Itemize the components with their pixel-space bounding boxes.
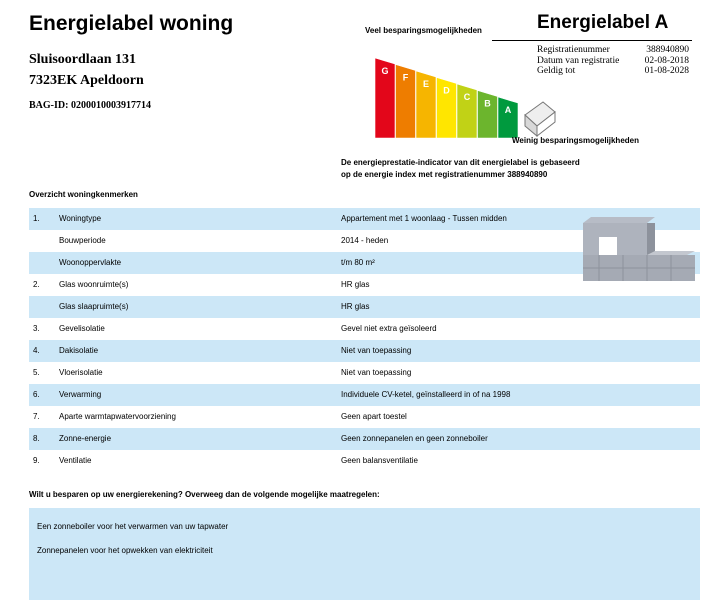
- scale-step-a: [498, 97, 518, 138]
- row-value: Appartement met 1 woonlaag - Tussen midden: [341, 214, 507, 223]
- measures-title: Wilt u besparen op uw energierekening? Overweeg dan de volgende mogelijke maatregelen:: [29, 490, 380, 499]
- row-number: 4.: [33, 346, 40, 355]
- scale-step-label: C: [463, 92, 471, 102]
- registration-value: 01-08-2028: [644, 66, 689, 76]
- row-number: 8.: [33, 434, 40, 443]
- energy-label-title: Energielabel A: [537, 12, 669, 33]
- address-street: Sluisoordlaan 131: [29, 52, 136, 67]
- row-label: Glas slaapruimte(s): [59, 302, 129, 311]
- scale-top-caption: Veel besparingsmogelijkheden: [365, 26, 482, 35]
- table-row: [29, 384, 700, 406]
- table-row: [29, 450, 700, 472]
- divider: [492, 40, 692, 41]
- row-value: Individuele CV-ketel, geïnstalleerd in of na 1998: [341, 390, 511, 399]
- row-label: Dakisolatie: [59, 346, 99, 355]
- row-label: Woonoppervlakte: [59, 258, 122, 267]
- row-value: Geen balansventilatie: [341, 456, 418, 465]
- address-postcode-city: 7323EK Apeldoorn: [29, 73, 144, 88]
- registration-key: Datum van registratie: [537, 55, 620, 66]
- registration-row: [537, 45, 689, 56]
- registration-row: [537, 66, 689, 77]
- registration-row: [537, 56, 689, 67]
- registration-value: 388940890: [646, 45, 689, 55]
- row-label: Bouwperiode: [59, 236, 106, 245]
- registration-table: [537, 45, 689, 77]
- overview-title: Overzicht woningkenmerken: [29, 190, 138, 199]
- page-title: Energielabel woning: [29, 12, 234, 35]
- measures-box: [29, 508, 700, 600]
- table-row: [29, 340, 700, 362]
- scale-step-label: B: [484, 98, 491, 109]
- row-number: 2.: [33, 280, 40, 289]
- row-number: 9.: [33, 456, 40, 465]
- energy-scale: [365, 40, 565, 140]
- row-label: Vloerisolatie: [59, 368, 103, 377]
- row-value: Gevel niet extra geïsoleerd: [341, 324, 437, 333]
- table-row: [29, 406, 700, 428]
- row-value: 2014 - heden: [341, 236, 389, 245]
- house-icon: [525, 102, 555, 136]
- table-row: [29, 296, 700, 318]
- row-number: 3.: [33, 324, 40, 333]
- table-row: [29, 428, 700, 450]
- row-label: Gevelisolatie: [59, 324, 105, 333]
- scale-step-label: E: [422, 79, 430, 89]
- row-value: Geen zonnepanelen en geen zonneboiler: [341, 434, 488, 443]
- row-label: Verwarming: [59, 390, 102, 399]
- measure-item: Zonnepanelen voor het opwekken van elektriciteit: [37, 546, 213, 555]
- row-value: t/m 80 m²: [341, 258, 375, 267]
- row-value: Niet van toepassing: [341, 346, 412, 355]
- registration-value: 02-08-2018: [644, 55, 689, 66]
- scale-step-label: F: [402, 72, 409, 83]
- row-number: 6.: [33, 390, 40, 399]
- row-label: Zonne-energie: [59, 434, 112, 443]
- indicator-line: op de energie index met registratienummer 388940890: [341, 170, 548, 179]
- row-number: 5.: [33, 368, 40, 377]
- row-label: Woningtype: [59, 214, 102, 223]
- measure-item: Een zonneboiler voor het verwarmen van uw tapwater: [37, 522, 229, 531]
- row-number: 7.: [33, 412, 40, 421]
- scale-step-label: D: [443, 85, 450, 96]
- row-label: Aparte warmtapwatervoorziening: [59, 412, 176, 421]
- row-number: 1.: [33, 214, 40, 223]
- indicator-line: De energieprestatie-indicator van dit energielabel is gebaseerd: [341, 158, 580, 167]
- row-value: HR glas: [341, 280, 370, 289]
- scale-step-label: G: [381, 66, 389, 76]
- row-value: Geen apart toestel: [341, 412, 407, 421]
- row-label: Ventilatie: [59, 456, 92, 465]
- bag-id: BAG-ID: 0200010003917714: [29, 100, 151, 111]
- apartment-illustration: [583, 213, 695, 283]
- registration-key: Registratienummer: [537, 45, 610, 55]
- indicator-note: [341, 157, 641, 181]
- table-row: [29, 362, 700, 384]
- scale-bottom-caption: Weinig besparingsmogelijkheden: [512, 136, 639, 145]
- registration-key: Geldig tot: [537, 66, 576, 76]
- row-value: HR glas: [341, 302, 370, 311]
- row-label: Glas woonruimte(s): [59, 280, 129, 289]
- row-value: Niet van toepassing: [341, 368, 412, 377]
- table-row: [29, 318, 700, 340]
- scale-step-label: A: [504, 105, 512, 115]
